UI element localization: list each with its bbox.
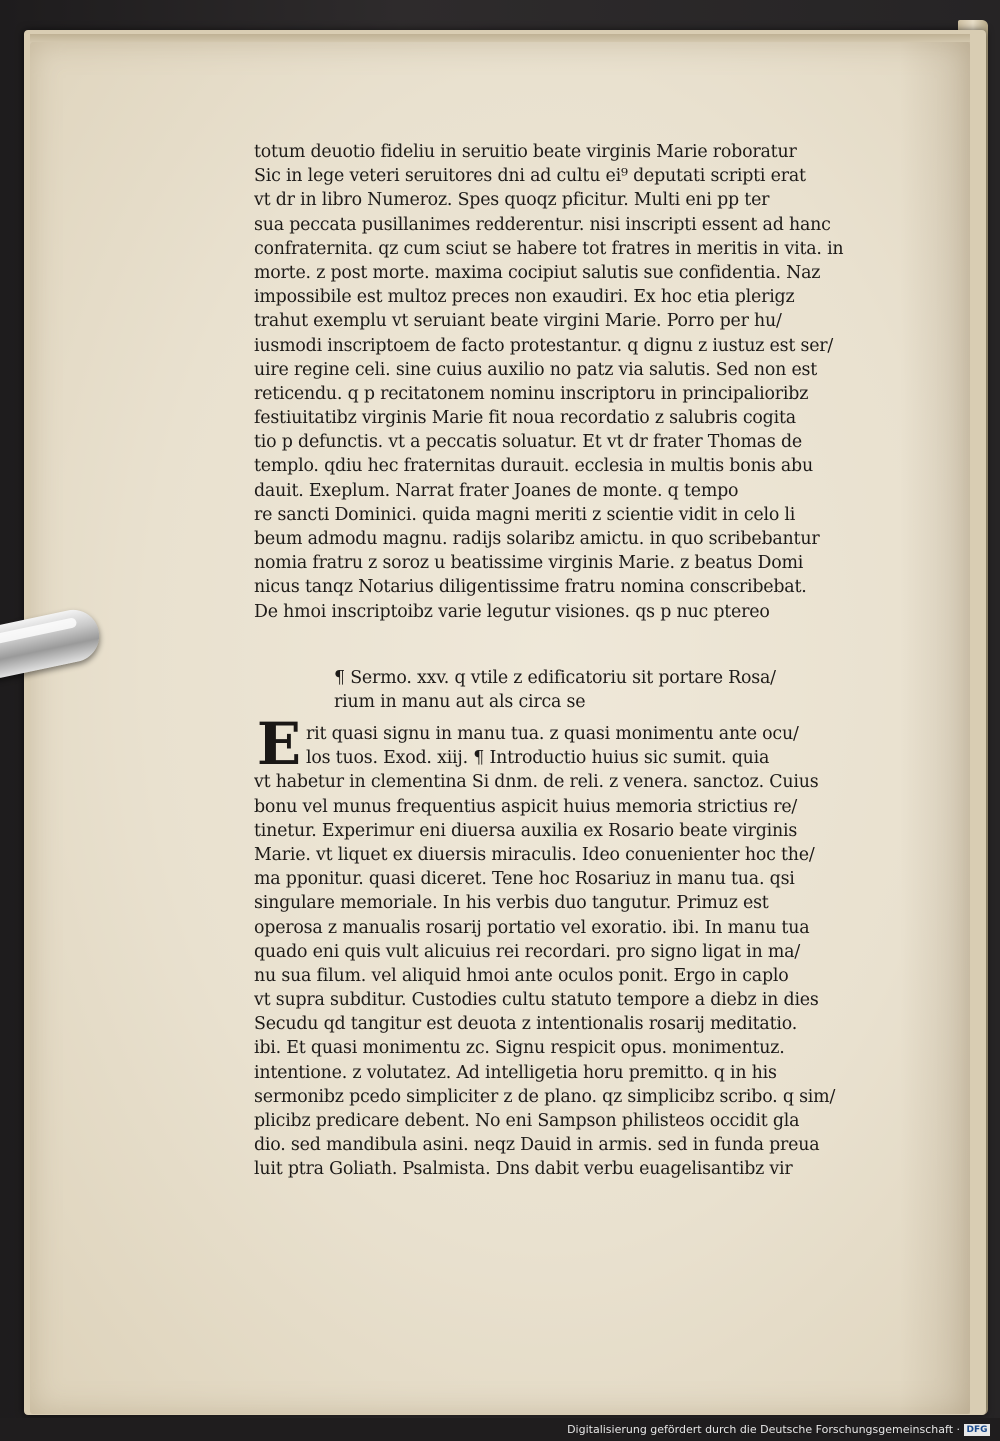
text-line: intentione. z volutatez. Ad intelligetia horu premitto. q in his <box>254 1062 777 1083</box>
text-line: re sancti Dominici. quida magni meriti z scientie vidit in celo li <box>254 504 796 525</box>
text-line: ma pponitur. quasi diceret. Tene hoc Rosariuz in manu tua. qsi <box>254 869 795 890</box>
text-line: nu sua filum. vel aliquid hmoi ante oculos ponit. Ergo in caplo <box>254 965 789 986</box>
text-line: reticendu. q p recitatonem nominu inscriptoru in principalioribz <box>254 383 809 404</box>
sermon-heading <box>334 666 882 714</box>
text-line: rit quasi signu in manu tua. z quasi monimentu ante ocu/ <box>306 724 799 744</box>
text-line: trahut exemplu vt seruiant beate virgini Marie. Porro per hu/ <box>254 311 782 332</box>
text-line: uire regine celi. sine cuius auxilio no patz via salutis. Sed non est <box>254 359 818 380</box>
text-line: morte. z post morte. maxima cocipiut salutis sue confidentia. Naz <box>254 262 821 283</box>
text-line: festiuitatibz virginis Marie fit noua recordatio z salubris cogita <box>254 408 796 429</box>
text-line: impossibile est multoz preces non exaudiri. Ex hoc etia plerigz <box>254 287 795 308</box>
text-line: bonu vel munus frequentius aspicit huius memoria strictius re/ <box>254 796 798 817</box>
main-text-block <box>254 140 884 624</box>
text-line: confraternita. qz cum sciut se habere tot fratres in meritis in vita. in <box>254 238 844 259</box>
text-line: tinetur. Experimur eni diuersa auxilia ex Rosario beate virginis <box>254 820 798 841</box>
text-line: iusmodi inscriptoem de facto protestantur. q dignu z iustuz est ser/ <box>254 335 834 356</box>
text-line: tio p defunctis. vt a peccatis soluatur. Et vt dr frater Thomas de <box>254 432 802 453</box>
text-line: nicus tanqz Notarius diligentissime fratru nomina conscribebat. <box>254 577 807 598</box>
text-line: operosa z manualis rosarij portatio vel exoratio. ibi. In manu tua <box>254 917 810 938</box>
text-line: sua peccata pusillanimes redderentur. nisi inscripti essent ad hanc <box>254 214 831 235</box>
text-line: sermonibz pcedo simpliciter z de plano. qz simplicibz scribo. q sim/ <box>254 1086 836 1107</box>
text-line: Secudu qd tangitur est deuota z intentionalis rosarij meditatio. <box>254 1014 798 1035</box>
text-line: luit ptra Goliath. Psalmista. Dns dabit verbu euagelisantibz vir <box>254 1159 793 1180</box>
dfg-logo: DFG <box>964 1424 990 1436</box>
text-line: los tuos. Exod. xiij. ¶ Introductio huius sic sumit. quia <box>306 748 770 769</box>
heading-line: ¶ Sermo. xxv. q vtile z edificatoriu sit portare Rosa/ <box>334 668 776 688</box>
text-line: beum admodu magnu. radijs solaribz amictu. in quo scribebantur <box>254 529 820 549</box>
text-line: nomia fratru z soroz u beatissime virginis Marie. z beatus Domi <box>254 553 804 574</box>
funding-credit: Digitalisierung gefördert durch die Deutsche Forschungsgemeinschaft · <box>567 1423 960 1436</box>
text-line: vt supra subditur. Custodies cultu statuto tempore a diebz in dies <box>254 990 819 1011</box>
decorated-initial: E <box>256 710 302 778</box>
heading-line: rium in manu aut als circa se <box>334 692 586 713</box>
page-gutter-shadow <box>900 42 970 1414</box>
text-line: De hmoi inscriptoibz varie legutur visiones. qs p nuc ptereo <box>254 601 770 622</box>
text-line: vt dr in libro Numeroz. Spes quoqz pficitur. Multi eni pp ter <box>254 190 770 211</box>
sermon-text-block <box>254 722 884 1182</box>
text-line: totum deuotio fideliu in seruitio beate virginis Marie roboratur <box>254 142 797 162</box>
text-line: vt habetur in clementina Si dnm. de reli. z venera. sanctoz. Cuius <box>254 772 819 793</box>
text-line: templo. qdiu hec fraternitas durauit. ecclesia in multis bonis abu <box>254 456 813 477</box>
clamp-highlight <box>0 617 77 648</box>
text-line: dio. sed mandibula asini. neqz Dauid in armis. sed in funda preua <box>254 1135 820 1156</box>
text-line: plicibz predicare debent. No eni Sampson philisteos occidit gla <box>254 1111 800 1131</box>
text-line: singulare memoriale. In his verbis duo tangutur. Primuz est <box>254 893 769 914</box>
text-line: Marie. vt liquet ex diuersis miraculis. Ideo conuenienter hoc the/ <box>254 844 815 865</box>
text-line: dauit. Exeplum. Narrat frater Joanes de monte. q tempo <box>254 480 739 501</box>
text-line: ibi. Et quasi monimentu zc. Signu respicit opus. monimentuz. <box>254 1038 785 1059</box>
text-line: Sic in lege veteri seruitores dni ad cultu ei⁹ deputati scripti erat <box>254 166 806 187</box>
text-line: quado eni quis vult alicuius rei recordari. pro signo ligat in ma/ <box>254 941 800 962</box>
